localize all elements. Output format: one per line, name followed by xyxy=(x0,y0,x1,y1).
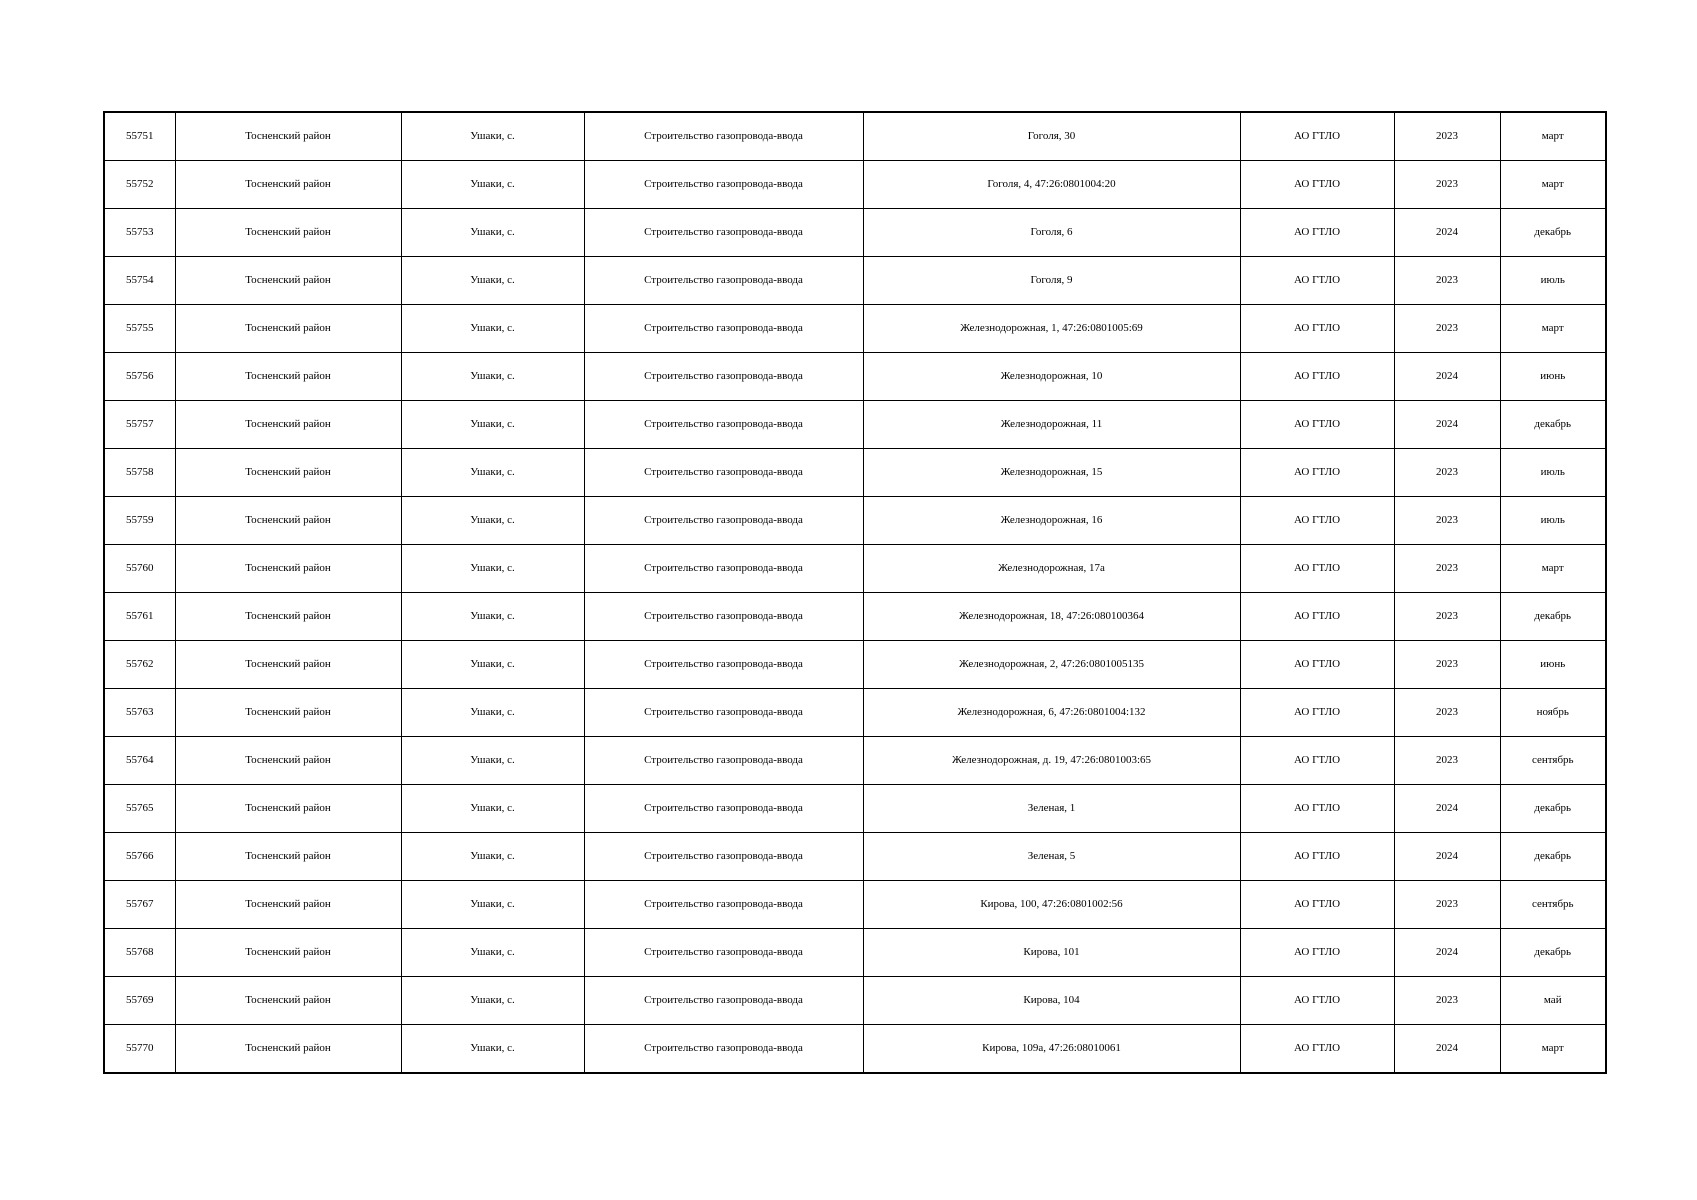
cell-id: 55754 xyxy=(104,257,175,305)
cell-address: Гоголя, 9 xyxy=(863,257,1240,305)
cell-month: март xyxy=(1500,305,1606,353)
cell-work-type: Строительство газопровода-ввода xyxy=(584,545,863,593)
cell-district: Тосненский район xyxy=(175,401,401,449)
cell-district: Тосненский район xyxy=(175,112,401,161)
cell-month: март xyxy=(1500,112,1606,161)
cell-district: Тосненский район xyxy=(175,689,401,737)
cell-locality: Ушаки, с. xyxy=(401,353,584,401)
cell-month: декабрь xyxy=(1500,209,1606,257)
cell-year: 2023 xyxy=(1394,257,1500,305)
cell-locality: Ушаки, с. xyxy=(401,977,584,1025)
cell-month: июль xyxy=(1500,257,1606,305)
cell-work-type: Строительство газопровода-ввода xyxy=(584,112,863,161)
cell-work-type: Строительство газопровода-ввода xyxy=(584,641,863,689)
cell-month: июль xyxy=(1500,449,1606,497)
cell-id: 55767 xyxy=(104,881,175,929)
cell-organization: АО ГТЛО xyxy=(1240,305,1394,353)
cell-work-type: Строительство газопровода-ввода xyxy=(584,353,863,401)
cell-id: 55770 xyxy=(104,1025,175,1074)
cell-month: март xyxy=(1500,545,1606,593)
cell-address: Железнодорожная, 10 xyxy=(863,353,1240,401)
cell-month: декабрь xyxy=(1500,593,1606,641)
cell-year: 2024 xyxy=(1394,401,1500,449)
table-row xyxy=(104,112,1606,161)
cell-address: Железнодорожная, 2, 47:26:0801005135 xyxy=(863,641,1240,689)
cell-id: 55756 xyxy=(104,353,175,401)
cell-work-type: Строительство газопровода-ввода xyxy=(584,833,863,881)
cell-locality: Ушаки, с. xyxy=(401,833,584,881)
cell-year: 2024 xyxy=(1394,1025,1500,1074)
cell-district: Тосненский район xyxy=(175,257,401,305)
cell-year: 2024 xyxy=(1394,833,1500,881)
cell-organization: АО ГТЛО xyxy=(1240,833,1394,881)
cell-month: декабрь xyxy=(1500,401,1606,449)
cell-work-type: Строительство газопровода-ввода xyxy=(584,881,863,929)
cell-month: ноябрь xyxy=(1500,689,1606,737)
cell-organization: АО ГТЛО xyxy=(1240,161,1394,209)
cell-address: Зеленая, 1 xyxy=(863,785,1240,833)
table-row xyxy=(104,545,1606,593)
cell-locality: Ушаки, с. xyxy=(401,257,584,305)
cell-address: Кирова, 101 xyxy=(863,929,1240,977)
cell-district: Тосненский район xyxy=(175,449,401,497)
cell-organization: АО ГТЛО xyxy=(1240,881,1394,929)
cell-work-type: Строительство газопровода-ввода xyxy=(584,929,863,977)
cell-address: Зеленая, 5 xyxy=(863,833,1240,881)
cell-district: Тосненский район xyxy=(175,161,401,209)
cell-id: 55751 xyxy=(104,112,175,161)
cell-work-type: Строительство газопровода-ввода xyxy=(584,593,863,641)
cell-year: 2024 xyxy=(1394,785,1500,833)
cell-work-type: Строительство газопровода-ввода xyxy=(584,401,863,449)
cell-month: июнь xyxy=(1500,353,1606,401)
cell-work-type: Строительство газопровода-ввода xyxy=(584,977,863,1025)
table-row xyxy=(104,977,1606,1025)
cell-locality: Ушаки, с. xyxy=(401,545,584,593)
cell-year: 2023 xyxy=(1394,161,1500,209)
cell-id: 55760 xyxy=(104,545,175,593)
cell-id: 55752 xyxy=(104,161,175,209)
cell-organization: АО ГТЛО xyxy=(1240,737,1394,785)
cell-year: 2023 xyxy=(1394,641,1500,689)
cell-work-type: Строительство газопровода-ввода xyxy=(584,161,863,209)
cell-locality: Ушаки, с. xyxy=(401,305,584,353)
cell-year: 2023 xyxy=(1394,305,1500,353)
cell-year: 2023 xyxy=(1394,112,1500,161)
cell-organization: АО ГТЛО xyxy=(1240,785,1394,833)
cell-address: Железнодорожная, 16 xyxy=(863,497,1240,545)
cell-district: Тосненский район xyxy=(175,785,401,833)
cell-organization: АО ГТЛО xyxy=(1240,593,1394,641)
cell-organization: АО ГТЛО xyxy=(1240,689,1394,737)
cell-address: Кирова, 100, 47:26:0801002:56 xyxy=(863,881,1240,929)
cell-address: Кирова, 109а, 47:26:08010061 xyxy=(863,1025,1240,1074)
cell-id: 55765 xyxy=(104,785,175,833)
cell-id: 55759 xyxy=(104,497,175,545)
cell-locality: Ушаки, с. xyxy=(401,689,584,737)
table-row xyxy=(104,785,1606,833)
table-row xyxy=(104,737,1606,785)
cell-district: Тосненский район xyxy=(175,497,401,545)
cell-locality: Ушаки, с. xyxy=(401,593,584,641)
cell-organization: АО ГТЛО xyxy=(1240,545,1394,593)
cell-locality: Ушаки, с. xyxy=(401,401,584,449)
cell-locality: Ушаки, с. xyxy=(401,1025,584,1074)
cell-id: 55764 xyxy=(104,737,175,785)
cell-address: Железнодорожная, 17а xyxy=(863,545,1240,593)
cell-district: Тосненский район xyxy=(175,977,401,1025)
cell-district: Тосненский район xyxy=(175,641,401,689)
cell-district: Тосненский район xyxy=(175,209,401,257)
cell-work-type: Строительство газопровода-ввода xyxy=(584,257,863,305)
cell-district: Тосненский район xyxy=(175,833,401,881)
cell-id: 55769 xyxy=(104,977,175,1025)
cell-work-type: Строительство газопровода-ввода xyxy=(584,305,863,353)
cell-locality: Ушаки, с. xyxy=(401,497,584,545)
cell-locality: Ушаки, с. xyxy=(401,209,584,257)
cell-locality: Ушаки, с. xyxy=(401,641,584,689)
cell-month: декабрь xyxy=(1500,785,1606,833)
cell-organization: АО ГТЛО xyxy=(1240,112,1394,161)
cell-district: Тосненский район xyxy=(175,545,401,593)
cell-year: 2023 xyxy=(1394,737,1500,785)
cell-year: 2023 xyxy=(1394,689,1500,737)
table-body xyxy=(104,112,1606,1073)
cell-work-type: Строительство газопровода-ввода xyxy=(584,449,863,497)
table-row xyxy=(104,593,1606,641)
cell-id: 55761 xyxy=(104,593,175,641)
cell-address: Железнодорожная, 18, 47:26:080100364 xyxy=(863,593,1240,641)
cell-district: Тосненский район xyxy=(175,305,401,353)
cell-month: июнь xyxy=(1500,641,1606,689)
cell-id: 55762 xyxy=(104,641,175,689)
table-row xyxy=(104,305,1606,353)
cell-work-type: Строительство газопровода-ввода xyxy=(584,737,863,785)
table-row xyxy=(104,161,1606,209)
cell-address: Железнодорожная, 6, 47:26:0801004:132 xyxy=(863,689,1240,737)
cell-locality: Ушаки, с. xyxy=(401,112,584,161)
cell-district: Тосненский район xyxy=(175,353,401,401)
cell-month: сентябрь xyxy=(1500,737,1606,785)
cell-year: 2023 xyxy=(1394,449,1500,497)
cell-address: Гоголя, 30 xyxy=(863,112,1240,161)
cell-id: 55757 xyxy=(104,401,175,449)
cell-organization: АО ГТЛО xyxy=(1240,1025,1394,1074)
cell-year: 2023 xyxy=(1394,545,1500,593)
table-row xyxy=(104,497,1606,545)
cell-id: 55763 xyxy=(104,689,175,737)
cell-organization: АО ГТЛО xyxy=(1240,353,1394,401)
cell-address: Железнодорожная, 15 xyxy=(863,449,1240,497)
cell-address: Железнодорожная, 11 xyxy=(863,401,1240,449)
cell-month: декабрь xyxy=(1500,929,1606,977)
cell-locality: Ушаки, с. xyxy=(401,881,584,929)
cell-address: Гоголя, 6 xyxy=(863,209,1240,257)
table-row xyxy=(104,353,1606,401)
cell-work-type: Строительство газопровода-ввода xyxy=(584,785,863,833)
cell-district: Тосненский район xyxy=(175,737,401,785)
table-row xyxy=(104,833,1606,881)
cell-organization: АО ГТЛО xyxy=(1240,257,1394,305)
cell-year: 2023 xyxy=(1394,593,1500,641)
cell-month: июль xyxy=(1500,497,1606,545)
cell-organization: АО ГТЛО xyxy=(1240,449,1394,497)
cell-id: 55768 xyxy=(104,929,175,977)
cell-address: Гоголя, 4, 47:26:0801004:20 xyxy=(863,161,1240,209)
cell-district: Тосненский район xyxy=(175,929,401,977)
table-row xyxy=(104,257,1606,305)
cell-id: 55755 xyxy=(104,305,175,353)
cell-year: 2024 xyxy=(1394,353,1500,401)
cell-year: 2024 xyxy=(1394,929,1500,977)
cell-year: 2023 xyxy=(1394,497,1500,545)
table-row xyxy=(104,209,1606,257)
cell-district: Тосненский район xyxy=(175,881,401,929)
cell-work-type: Строительство газопровода-ввода xyxy=(584,1025,863,1074)
cell-organization: АО ГТЛО xyxy=(1240,977,1394,1025)
cell-year: 2023 xyxy=(1394,977,1500,1025)
cell-organization: АО ГТЛО xyxy=(1240,497,1394,545)
cell-work-type: Строительство газопровода-ввода xyxy=(584,689,863,737)
cell-district: Тосненский район xyxy=(175,1025,401,1074)
cell-month: май xyxy=(1500,977,1606,1025)
cell-address: Железнодорожная, д. 19, 47:26:0801003:65 xyxy=(863,737,1240,785)
table-row xyxy=(104,929,1606,977)
cell-id: 55753 xyxy=(104,209,175,257)
cell-locality: Ушаки, с. xyxy=(401,161,584,209)
table-row xyxy=(104,1025,1606,1074)
cell-organization: АО ГТЛО xyxy=(1240,401,1394,449)
cell-locality: Ушаки, с. xyxy=(401,737,584,785)
cell-work-type: Строительство газопровода-ввода xyxy=(584,497,863,545)
table-row xyxy=(104,401,1606,449)
gas-pipeline-table xyxy=(103,111,1607,1074)
cell-year: 2024 xyxy=(1394,209,1500,257)
cell-year: 2023 xyxy=(1394,881,1500,929)
cell-organization: АО ГТЛО xyxy=(1240,209,1394,257)
cell-organization: АО ГТЛО xyxy=(1240,641,1394,689)
table-row xyxy=(104,689,1606,737)
cell-work-type: Строительство газопровода-ввода xyxy=(584,209,863,257)
cell-month: декабрь xyxy=(1500,833,1606,881)
cell-locality: Ушаки, с. xyxy=(401,929,584,977)
cell-month: март xyxy=(1500,1025,1606,1074)
cell-district: Тосненский район xyxy=(175,593,401,641)
table-row xyxy=(104,641,1606,689)
cell-locality: Ушаки, с. xyxy=(401,785,584,833)
cell-month: сентябрь xyxy=(1500,881,1606,929)
table-row xyxy=(104,881,1606,929)
cell-organization: АО ГТЛО xyxy=(1240,929,1394,977)
cell-locality: Ушаки, с. xyxy=(401,449,584,497)
cell-id: 55758 xyxy=(104,449,175,497)
table-row xyxy=(104,449,1606,497)
cell-month: март xyxy=(1500,161,1606,209)
cell-id: 55766 xyxy=(104,833,175,881)
cell-address: Железнодорожная, 1, 47:26:0801005:69 xyxy=(863,305,1240,353)
cell-address: Кирова, 104 xyxy=(863,977,1240,1025)
